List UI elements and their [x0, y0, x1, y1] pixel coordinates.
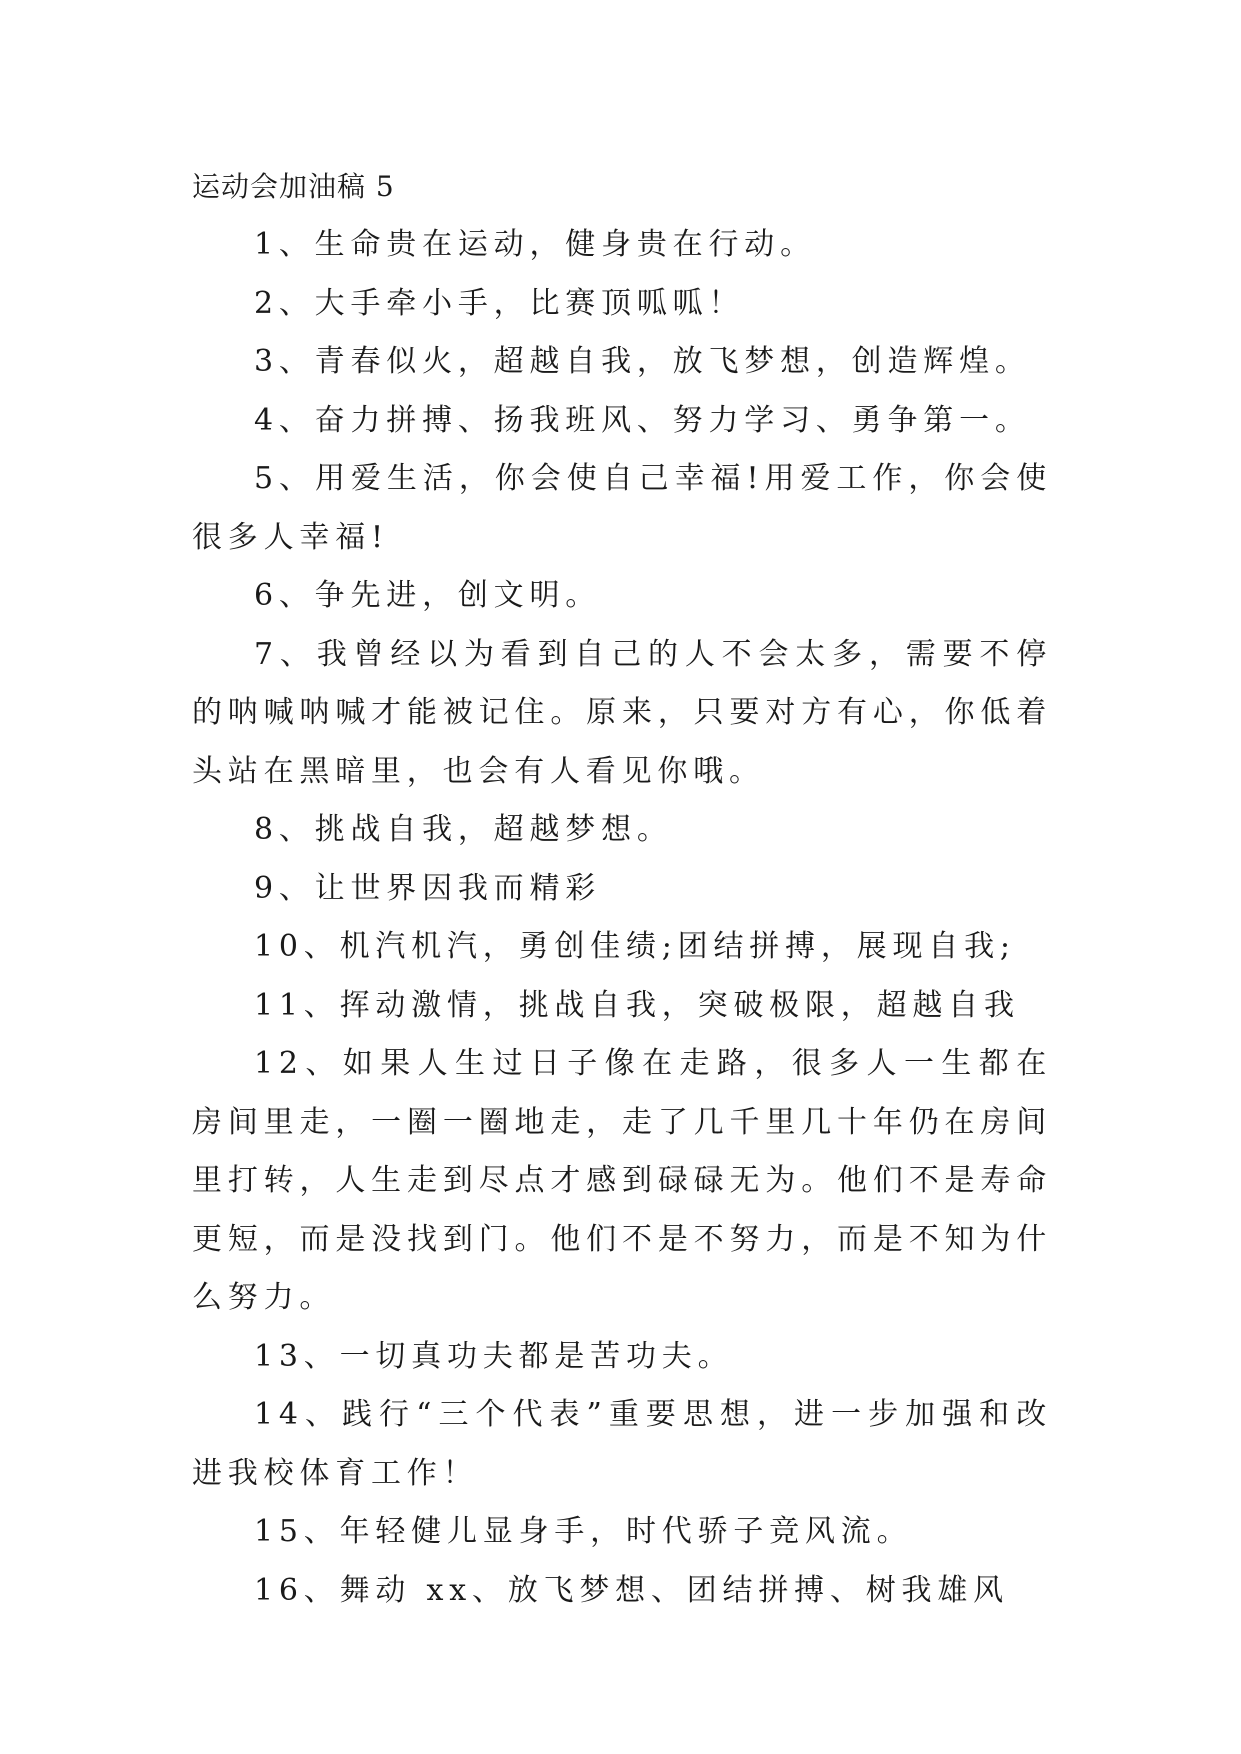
- slogan-item-11: 11、挥动激情，挑战自我，突破极限，超越自我: [254, 987, 1020, 1023]
- slogan-item-4: 4、奋力拼搏、扬我班风、努力学习、勇争第一。: [254, 402, 1031, 438]
- document-body: [192, 158, 1052, 1620]
- slogan-item-6: 6、争先进，创文明。: [254, 578, 602, 613]
- slogan-item-1: 1、生命贵在运动，健身贵在行动。: [254, 227, 816, 262]
- slogan-item-16: 16、舞动 xx、放飞梦想、团结拼搏、树我雄风: [254, 1572, 1009, 1608]
- slogan-item-10: 10、机汽机汽，勇创佳绩;团结拼搏，展现自我;: [254, 929, 1016, 964]
- slogan-item-15: 15、年轻健儿显身手，时代骄子竞风流。: [254, 1514, 913, 1549]
- slogan-item-8: 8、挑战自我，超越梦想。: [254, 812, 673, 847]
- slogan-item-3: 3、青春似火，超越自我，放飞梦想，创造辉煌。: [254, 344, 1031, 379]
- slogan-item-13: 13、一切真功夫都是苦功夫。: [254, 1338, 734, 1374]
- slogan-item-5: 5、用爱生活，你会使自己幸福!用爱工作，你会使很多人幸福!: [192, 461, 1052, 555]
- slogan-item-7: 7、我曾经以为看到自己的人不会太多，需要不停的呐喊呐喊才能被记住。原来，只要对方有心，你低着头站在黑暗里，也会有人看见你哦。: [192, 636, 1052, 789]
- slogan-item-9: 9、让世界因我而精彩: [254, 870, 602, 906]
- slogan-item-12: 12、如果人生过日子像在走路，很多人一生都在房间里走，一圈一圈地走，走了几千里几十年仍在房间里打转，人生走到尽点才感到碌碌无为。他们不是寿命更短，而是没找到门。他们不是不努力，而是不知为什么努力。: [192, 1046, 1052, 1315]
- document-title: 运动会加油稿 5: [192, 170, 395, 203]
- slogan-item-2: 2、大手牵小手，比赛顶呱呱！: [254, 285, 745, 321]
- slogan-item-14: 14、践行“三个代表”重要思想，进一步加强和改进我校体育工作！: [192, 1397, 1052, 1491]
